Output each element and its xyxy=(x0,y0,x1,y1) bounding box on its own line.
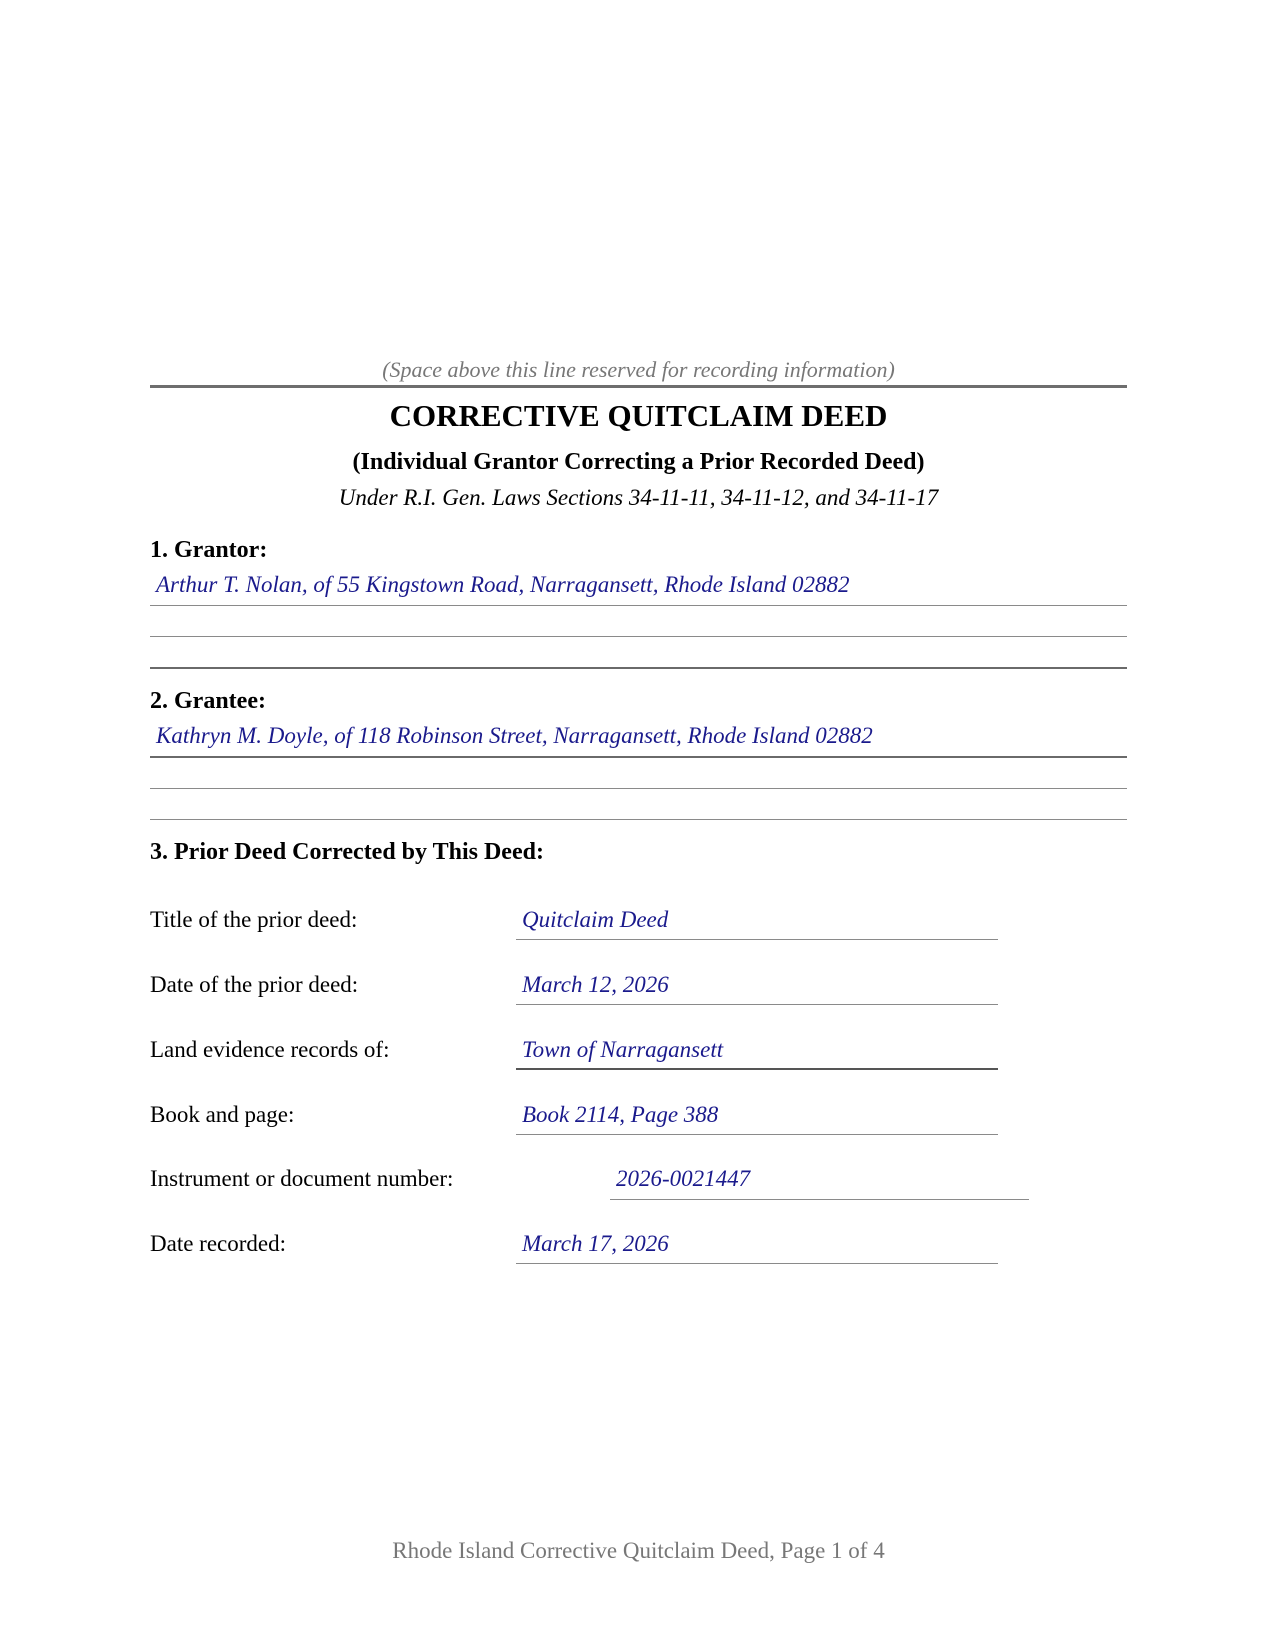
land-records-underline xyxy=(516,1068,998,1070)
instrument-number-underline xyxy=(610,1199,1029,1200)
book-page-label: Book and page: xyxy=(150,1102,295,1127)
instrument-number-field[interactable]: 2026-0021447 xyxy=(616,1166,751,1191)
prior-deed-heading: 3. Prior Deed Corrected by This Deed: xyxy=(150,839,544,865)
grantee-field[interactable]: Kathryn M. Doyle, of 118 Robinson Street, Narragansett, Rhode Island 02882 xyxy=(156,723,873,748)
grantor-line-2 xyxy=(150,636,1127,637)
date-recorded-field[interactable]: March 17, 2026 xyxy=(522,1231,669,1256)
date-recorded-underline xyxy=(516,1263,998,1264)
prior-deed-title-label: Title of the prior deed: xyxy=(150,907,358,932)
prior-deed-date-underline xyxy=(516,1004,998,1005)
grantee-line-3 xyxy=(150,819,1127,820)
recording-space-note: (Space above this line reserved for recording information) xyxy=(382,357,895,382)
prior-deed-title-underline xyxy=(516,939,998,940)
page-footer: Rhode Island Corrective Quitclaim Deed, Page 1 of 4 xyxy=(392,1538,885,1563)
grantee-heading: 2. Grantee: xyxy=(150,688,266,714)
book-page-underline xyxy=(516,1134,998,1135)
grantor-heading: 1. Grantor: xyxy=(150,537,268,563)
grantee-line-2 xyxy=(150,788,1127,789)
recording-divider xyxy=(150,385,1127,388)
land-records-field[interactable]: Town of Narragansett xyxy=(522,1037,724,1062)
book-page-field[interactable]: Book 2114, Page 388 xyxy=(522,1102,719,1127)
document-title: CORRECTIVE QUITCLAIM DEED xyxy=(389,398,888,433)
prior-deed-date-label: Date of the prior deed: xyxy=(150,972,359,997)
prior-deed-title-field[interactable]: Quitclaim Deed xyxy=(522,907,669,932)
grantee-line-1 xyxy=(150,756,1127,758)
land-records-label: Land evidence records of: xyxy=(150,1037,390,1062)
document-subtitle: (Individual Grantor Correcting a Prior Recorded Deed) xyxy=(352,449,925,475)
instrument-number-label: Instrument or document number: xyxy=(150,1166,454,1191)
grantor-line-3 xyxy=(150,667,1127,669)
prior-deed-date-field[interactable]: March 12, 2026 xyxy=(522,972,669,997)
grantor-line-1 xyxy=(150,605,1127,606)
date-recorded-label: Date recorded: xyxy=(150,1231,287,1256)
statute-reference: Under R.I. Gen. Laws Sections 34-11-11, 34-11-12, and 34-11-17 xyxy=(338,485,939,510)
grantor-field[interactable]: Arthur T. Nolan, of 55 Kingstown Road, Narragansett, Rhode Island 02882 xyxy=(156,572,850,597)
